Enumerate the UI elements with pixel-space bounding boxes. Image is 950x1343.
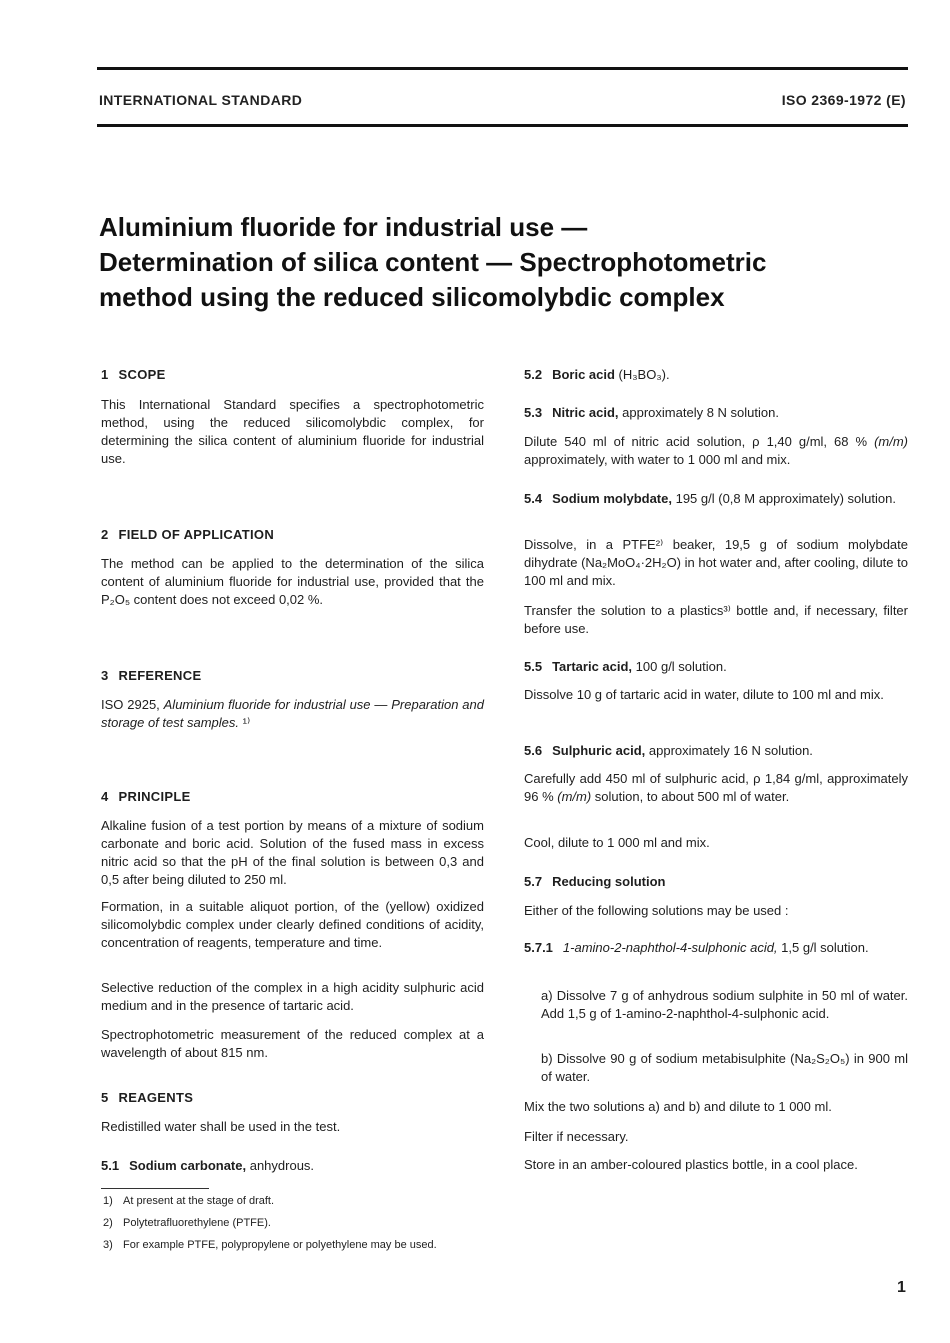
header-standard-label: INTERNATIONAL STANDARD [99,92,303,108]
molybdate-transfer: Transfer the solution to a plastics³⁾ bottle and, if necessary, filter before use. [524,603,908,636]
principle-para: Selective reduction of the complex in a high acidity sulphuric acid medium and in the presence of tartaric acid. [101,980,484,1013]
title-line: Determination of silica content — Spectrophotometric [99,247,767,277]
clause-5-2 [524,366,908,384]
text: solution, to about 500 ml of water. [591,789,790,804]
header-rule-top [97,67,908,70]
clause-number: 5.4 [524,491,543,506]
clause-text: approximately 16 N solution. [645,743,813,758]
clause-text: anhydrous. [246,1158,315,1173]
section-heading-field [101,526,484,544]
section-number: 3 [101,668,109,683]
clause-name: Boric acid [552,367,615,382]
scope-text: This International Standard specifies a spectrophotometric method, using the reduced silicomolybdic complex, for determining the silica content of aluminium fluoride for industrial use. [101,397,484,466]
footnote-number: 3) [103,1239,113,1251]
header-standard-number: ISO 2369-1972 (E) [781,92,906,108]
step-b: b) Dissolve 90 g of sodium metabisulphite (Na₂S₂O₅) in 900 ml of water. [541,1051,908,1084]
section-title: PRINCIPLE [118,789,191,804]
sulphuric-cool: Cool, dilute to 1 000 ml and mix. [524,835,710,850]
clause-text: 100 g/l solution. [632,659,727,674]
reference-text [101,696,484,732]
principle-para: Formation, in a suitable aliquot portion, of the (yellow) oxidized silicomolybdic complex under clearly defined conditions of acidity, concentration of reagents, temperature and time. [101,899,484,950]
section-number: 2 [101,527,109,542]
clause-text: 195 g/l (0,8 M approximately) solution. [671,491,896,506]
clause-text: approximately 8 N solution. [618,405,779,420]
clause-number: 5.7 [524,874,543,889]
reducing-intro: Either of the following solutions may be used : [524,903,789,918]
clause-number: 5.5 [524,659,543,674]
section-heading-scope [101,366,484,384]
footnote-rule [101,1188,209,1189]
clause-name: 1-amino-2-naphthol-4-sulphonic acid, [562,940,778,955]
text-italic: (m/m) [874,434,908,449]
page-number: 1 [897,1279,906,1296]
molybdate-instructions: Dissolve, in a PTFE²⁾ beaker, 19,5 g of sodium molybdate dihydrate (Na₂MoO₄·2H₂O) in hot water and, after cooling, dilute to 100 ml and mix. [524,537,908,588]
principle-para: Alkaline fusion of a test portion by means of a mixture of sodium carbonate and boric acid. Solution of the fused mass in excess nitric acid so that the pH of the final solution is between 0,3 and 0,5 after being diluted to 250 ml. [101,818,484,887]
store-instruction: Store in an amber-coloured plastics bottle, in a cool place. [524,1157,858,1172]
reference-title: Aluminium fluoride for industrial use — Preparation and storage of test samples. [101,697,484,730]
title-line: Aluminium fluoride for industrial use — [99,212,588,242]
step-a: a) Dissolve 7 g of anhydrous sodium sulphite in 50 ml of water. Add 1,5 g of 1-amino-2-naphthol-4-sulphonic acid. [541,988,908,1021]
footnote-text: At present at the stage of draft. [123,1195,275,1207]
section-title: FIELD OF APPLICATION [118,527,275,542]
footnote-number: 1) [103,1195,113,1207]
section-title: SCOPE [118,367,166,382]
header-rule-bottom [97,124,908,127]
section-heading-reference [101,667,484,685]
clause-name: Sulphuric acid, [552,743,646,758]
section-heading-principle [101,788,484,806]
clause-5-7 [524,873,908,891]
clause-number: 5.1 [101,1158,120,1173]
clause-5-5 [524,658,908,676]
nitric-acid-instructions [524,433,908,469]
title-line: method using the reduced silicomolybdic complex [99,282,725,312]
footnote-ref: ¹⁾ [239,715,251,730]
clause-text: (H₃BO₃). [614,367,670,382]
document-title [99,210,766,315]
clause-number: 5.7.1 [524,940,553,955]
clause-text: 1,5 g/l solution. [777,940,869,955]
sulphuric-instructions [524,770,908,806]
principle-para: Spectrophotometric measurement of the reduced complex at a wavelength of about 815 nm. [101,1027,484,1060]
section-number: 4 [101,789,109,804]
clause-5-3 [524,404,908,422]
clause-5-1 [101,1157,484,1175]
section-number: 5 [101,1090,109,1105]
section-title: REAGENTS [118,1090,194,1105]
clause-number: 5.3 [524,405,543,420]
tartaric-instructions: Dissolve 10 g of tartaric acid in water, dilute to 100 ml and mix. [524,687,884,702]
filter-instruction: Filter if necessary. [524,1129,629,1144]
footnote [103,1214,271,1232]
footnote [103,1236,437,1254]
footnote-text: For example PTFE, polypropylene or polyethylene may be used. [123,1239,437,1251]
clause-name: Tartaric acid, [552,659,633,674]
text: Carefully add 450 ml of sulphuric acid, ρ 1,84 g/ml, approximately 96 % [524,771,908,804]
section-title: REFERENCE [118,668,202,683]
clause-name: Reducing solution [552,874,666,889]
footnote-number: 2) [103,1217,113,1229]
clause-5-7-1 [524,939,908,957]
clause-5-6 [524,742,908,760]
mix-instruction: Mix the two solutions a) and b) and dilute to 1 000 ml. [524,1099,832,1114]
footnote [103,1192,274,1210]
footnote-text: Polytetrafluorethylene (PTFE). [123,1217,271,1229]
clause-name: Sodium carbonate, [129,1158,247,1173]
text: approximately, with water to 1 000 ml and mix. [524,452,791,467]
section-number: 1 [101,367,109,382]
clause-number: 5.2 [524,367,543,382]
clause-name: Nitric acid, [552,405,619,420]
clause-name: Sodium molybdate, [552,491,672,506]
clause-number: 5.6 [524,743,543,758]
reference-id: ISO 2925, [101,697,164,712]
clause-5-4 [524,490,908,508]
field-text: The method can be applied to the determination of the silica content of aluminium fluoride for industrial use, provided that the P₂O₅ content does not exceed 0,02 %. [101,556,484,607]
reagents-text: Redistilled water shall be used in the test. [101,1119,341,1134]
section-heading-reagents [101,1089,484,1107]
text: Dilute 540 ml of nitric acid solution, ρ 1,40 g/ml, 68 % [524,434,875,449]
text-italic: (m/m) [557,789,592,804]
